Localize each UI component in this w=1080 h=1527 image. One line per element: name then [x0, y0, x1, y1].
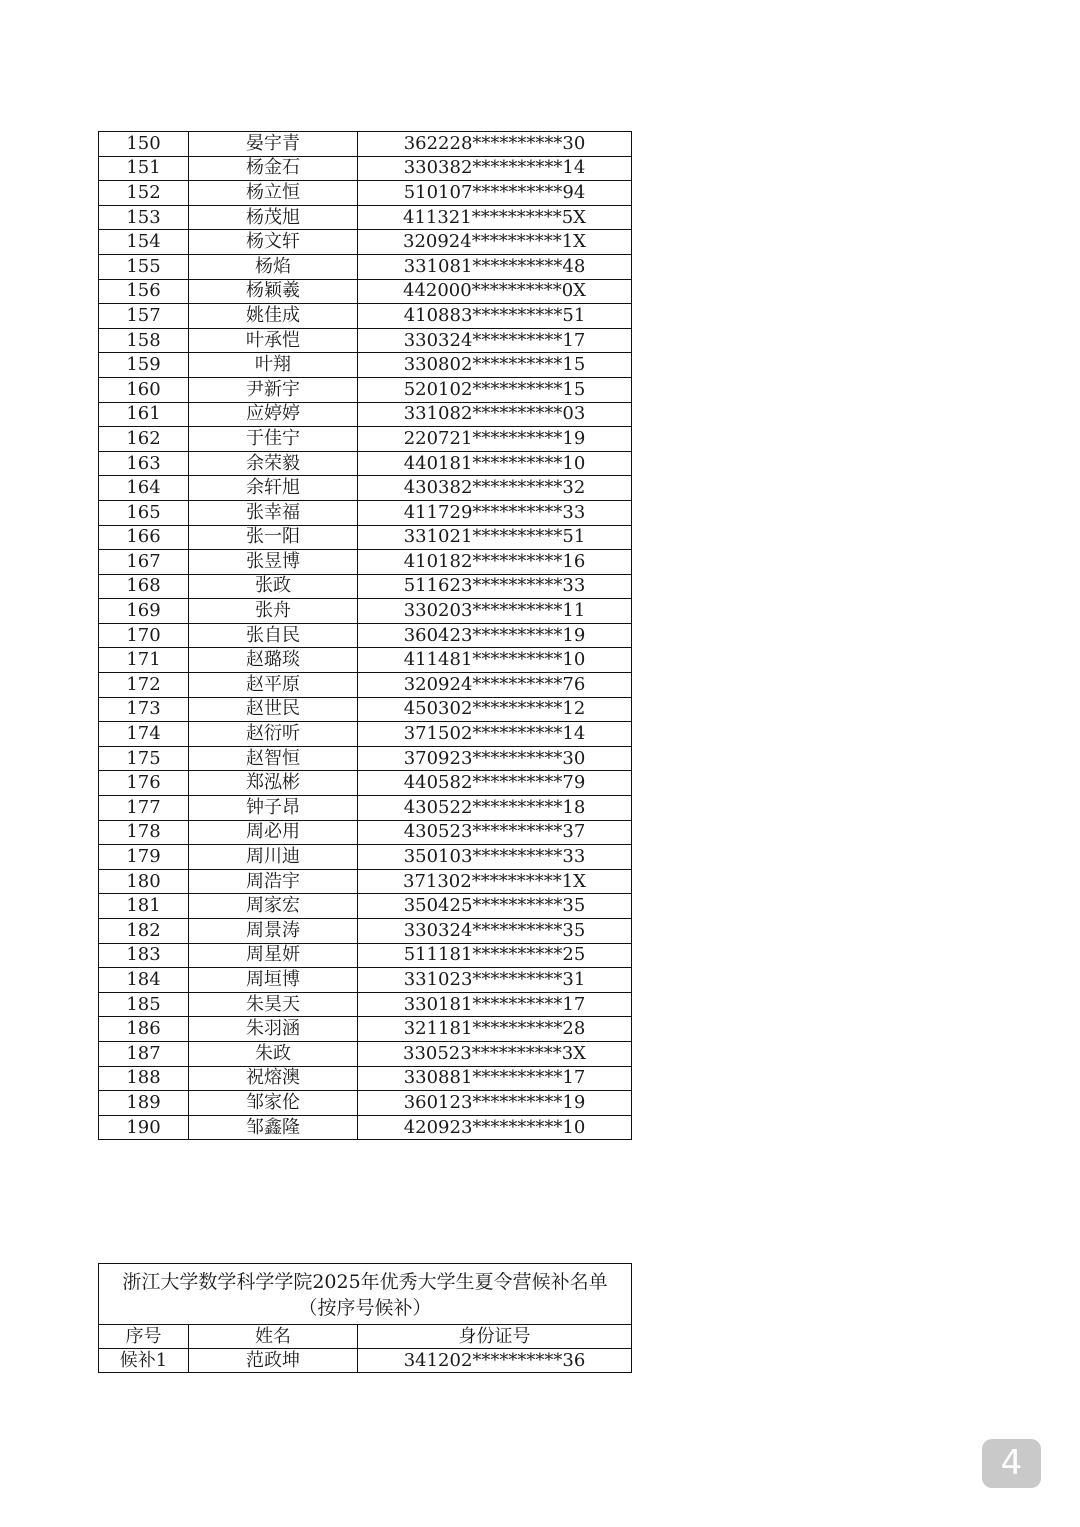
table-row — [99, 673, 632, 698]
table-row — [99, 353, 632, 378]
name-cell: 张昱博 — [189, 550, 358, 575]
serial-cell: 184 — [99, 968, 189, 993]
serial-cell: 170 — [99, 623, 189, 648]
table-row — [99, 845, 632, 870]
serial-cell: 158 — [99, 328, 189, 353]
table-row — [99, 1115, 632, 1140]
serial-cell: 180 — [99, 869, 189, 894]
id-number-cell: 350103**********33 — [358, 845, 632, 870]
serial-cell: 176 — [99, 771, 189, 796]
table-row — [99, 1041, 632, 1066]
id-number-cell: 330881**********17 — [358, 1066, 632, 1091]
id-number-cell: 320924**********76 — [358, 673, 632, 698]
header-name: 姓名 — [189, 1325, 358, 1349]
id-number-cell: 331081**********48 — [358, 254, 632, 279]
table-row — [99, 771, 632, 796]
name-cell: 祝熔澳 — [189, 1066, 358, 1091]
table-row — [99, 574, 632, 599]
admission-list-body — [99, 132, 632, 1140]
table-row — [99, 550, 632, 575]
table-row — [99, 279, 632, 304]
id-number-cell: 440582**********79 — [358, 771, 632, 796]
name-cell: 张幸福 — [189, 500, 358, 525]
id-number-cell: 330181**********17 — [358, 992, 632, 1017]
table-row — [99, 304, 632, 329]
id-number-cell: 420923**********10 — [358, 1115, 632, 1140]
table-row — [99, 992, 632, 1017]
id-number-cell: 330382**********14 — [358, 156, 632, 181]
name-cell: 余轩旭 — [189, 476, 358, 501]
id-number-cell: 510107**********94 — [358, 181, 632, 206]
id-number-cell: 442000**********0X — [358, 279, 632, 304]
name-cell: 张舟 — [189, 599, 358, 624]
table-row — [99, 623, 632, 648]
table-row — [99, 254, 632, 279]
name-cell: 朱昊天 — [189, 992, 358, 1017]
name-cell: 朱政 — [189, 1041, 358, 1066]
serial-cell: 160 — [99, 377, 189, 402]
name-cell: 杨颖羲 — [189, 279, 358, 304]
name-cell: 杨文轩 — [189, 230, 358, 255]
id-number-cell: 440181**********10 — [358, 451, 632, 476]
table-row — [99, 377, 632, 402]
page-number-badge: 4 — [982, 1439, 1041, 1488]
table-row — [99, 476, 632, 501]
serial-cell: 174 — [99, 722, 189, 747]
serial-cell: 177 — [99, 796, 189, 821]
serial-cell: 151 — [99, 156, 189, 181]
id-number-cell: 330523**********3X — [358, 1041, 632, 1066]
serial-cell: 175 — [99, 746, 189, 771]
waitlist-id-number: 341202**********36 — [358, 1349, 632, 1373]
serial-cell: 188 — [99, 1066, 189, 1091]
serial-cell: 161 — [99, 402, 189, 427]
id-number-cell: 371502**********14 — [358, 722, 632, 747]
id-number-cell: 331023**********31 — [358, 968, 632, 993]
name-cell: 张一阳 — [189, 525, 358, 550]
id-number-cell: 511623**********33 — [358, 574, 632, 599]
table-row — [99, 943, 632, 968]
id-number-cell: 450302**********12 — [358, 697, 632, 722]
id-number-cell: 220721**********19 — [358, 427, 632, 452]
table-row — [99, 599, 632, 624]
serial-cell: 178 — [99, 820, 189, 845]
table-row — [99, 648, 632, 673]
waitlist-title-line2: （按序号候补） — [298, 1297, 432, 1319]
name-cell: 应婷婷 — [189, 402, 358, 427]
table-row — [99, 746, 632, 771]
name-cell: 邹家伦 — [189, 1091, 358, 1116]
id-number-cell: 520102**********15 — [358, 377, 632, 402]
waitlist-header-row — [99, 1325, 632, 1349]
serial-cell: 182 — [99, 919, 189, 944]
id-number-cell: 330324**********35 — [358, 919, 632, 944]
serial-cell: 185 — [99, 992, 189, 1017]
serial-cell: 190 — [99, 1115, 189, 1140]
id-number-cell: 370923**********30 — [358, 746, 632, 771]
header-serial: 序号 — [99, 1325, 189, 1349]
name-cell: 叶承恺 — [189, 328, 358, 353]
table-row — [99, 181, 632, 206]
table-row — [99, 205, 632, 230]
id-number-cell: 330203**********11 — [358, 599, 632, 624]
name-cell: 杨茂旭 — [189, 205, 358, 230]
table-row — [99, 132, 632, 157]
table-row — [99, 328, 632, 353]
table-row — [99, 402, 632, 427]
waitlist-serial: 候补1 — [99, 1349, 189, 1373]
serial-cell: 183 — [99, 943, 189, 968]
serial-cell: 187 — [99, 1041, 189, 1066]
id-number-cell: 360423**********19 — [358, 623, 632, 648]
table-row — [99, 697, 632, 722]
name-cell: 杨焰 — [189, 254, 358, 279]
serial-cell: 153 — [99, 205, 189, 230]
table-row — [99, 427, 632, 452]
header-id-number: 身份证号 — [358, 1325, 632, 1349]
name-cell: 于佳宁 — [189, 427, 358, 452]
waitlist-table — [98, 1263, 632, 1373]
table-row — [99, 919, 632, 944]
name-cell: 周景涛 — [189, 919, 358, 944]
name-cell: 周星妍 — [189, 943, 358, 968]
name-cell: 邹鑫隆 — [189, 1115, 358, 1140]
serial-cell: 171 — [99, 648, 189, 673]
serial-cell: 179 — [99, 845, 189, 870]
serial-cell: 163 — [99, 451, 189, 476]
name-cell: 周浩宇 — [189, 869, 358, 894]
serial-cell: 189 — [99, 1091, 189, 1116]
table-row — [99, 156, 632, 181]
table-row — [99, 796, 632, 821]
id-number-cell: 331082**********03 — [358, 402, 632, 427]
name-cell: 尹新宇 — [189, 377, 358, 402]
id-number-cell: 411321**********5X — [358, 205, 632, 230]
table-row — [99, 894, 632, 919]
table-row — [99, 1066, 632, 1091]
serial-cell: 155 — [99, 254, 189, 279]
serial-cell: 162 — [99, 427, 189, 452]
serial-cell: 167 — [99, 550, 189, 575]
table-row — [99, 500, 632, 525]
id-number-cell: 430522**********18 — [358, 796, 632, 821]
name-cell: 晏宇青 — [189, 132, 358, 157]
id-number-cell: 411729**********33 — [358, 500, 632, 525]
waitlist-name: 范政坤 — [189, 1349, 358, 1373]
name-cell: 张政 — [189, 574, 358, 599]
serial-cell: 166 — [99, 525, 189, 550]
name-cell: 张自民 — [189, 623, 358, 648]
id-number-cell: 330324**********17 — [358, 328, 632, 353]
admission-list-table — [98, 131, 632, 1140]
serial-cell: 181 — [99, 894, 189, 919]
name-cell: 杨立恒 — [189, 181, 358, 206]
serial-cell: 156 — [99, 279, 189, 304]
table-row — [99, 1017, 632, 1042]
serial-cell: 168 — [99, 574, 189, 599]
serial-cell: 172 — [99, 673, 189, 698]
name-cell: 赵璐琰 — [189, 648, 358, 673]
id-number-cell: 430382**********32 — [358, 476, 632, 501]
name-cell: 郑泓彬 — [189, 771, 358, 796]
id-number-cell: 330802**********15 — [358, 353, 632, 378]
name-cell: 赵世民 — [189, 697, 358, 722]
serial-cell: 164 — [99, 476, 189, 501]
id-number-cell: 360123**********19 — [358, 1091, 632, 1116]
serial-cell: 173 — [99, 697, 189, 722]
serial-cell: 165 — [99, 500, 189, 525]
serial-cell: 154 — [99, 230, 189, 255]
serial-cell: 150 — [99, 132, 189, 157]
name-cell: 赵衍听 — [189, 722, 358, 747]
waitlist-row — [99, 1349, 632, 1373]
serial-cell: 157 — [99, 304, 189, 329]
table-row — [99, 1091, 632, 1116]
table-row — [99, 451, 632, 476]
name-cell: 周川迪 — [189, 845, 358, 870]
serial-cell: 169 — [99, 599, 189, 624]
id-number-cell: 320924**********1X — [358, 230, 632, 255]
table-row — [99, 820, 632, 845]
id-number-cell: 362228**********30 — [358, 132, 632, 157]
id-number-cell: 430523**********37 — [358, 820, 632, 845]
name-cell: 周家宏 — [189, 894, 358, 919]
table-row — [99, 869, 632, 894]
id-number-cell: 410883**********51 — [358, 304, 632, 329]
name-cell: 余荣毅 — [189, 451, 358, 476]
id-number-cell: 321181**********28 — [358, 1017, 632, 1042]
id-number-cell: 410182**********16 — [358, 550, 632, 575]
id-number-cell: 411481**********10 — [358, 648, 632, 673]
id-number-cell: 350425**********35 — [358, 894, 632, 919]
id-number-cell: 331021**********51 — [358, 525, 632, 550]
name-cell: 赵平原 — [189, 673, 358, 698]
name-cell: 周必用 — [189, 820, 358, 845]
waitlist-title — [99, 1264, 632, 1325]
serial-cell: 159 — [99, 353, 189, 378]
table-row — [99, 722, 632, 747]
name-cell: 杨金石 — [189, 156, 358, 181]
name-cell: 赵智恒 — [189, 746, 358, 771]
table-row — [99, 230, 632, 255]
id-number-cell: 371302**********1X — [358, 869, 632, 894]
name-cell: 周垣博 — [189, 968, 358, 993]
name-cell: 朱羽涵 — [189, 1017, 358, 1042]
table-row — [99, 968, 632, 993]
serial-cell: 186 — [99, 1017, 189, 1042]
name-cell: 钟子昂 — [189, 796, 358, 821]
name-cell: 叶翔 — [189, 353, 358, 378]
serial-cell: 152 — [99, 181, 189, 206]
waitlist-title-line1: 浙江大学数学科学学院2025年优秀大学生夏令营候补名单 — [122, 1271, 608, 1293]
name-cell: 姚佳成 — [189, 304, 358, 329]
id-number-cell: 511181**********25 — [358, 943, 632, 968]
table-row — [99, 525, 632, 550]
